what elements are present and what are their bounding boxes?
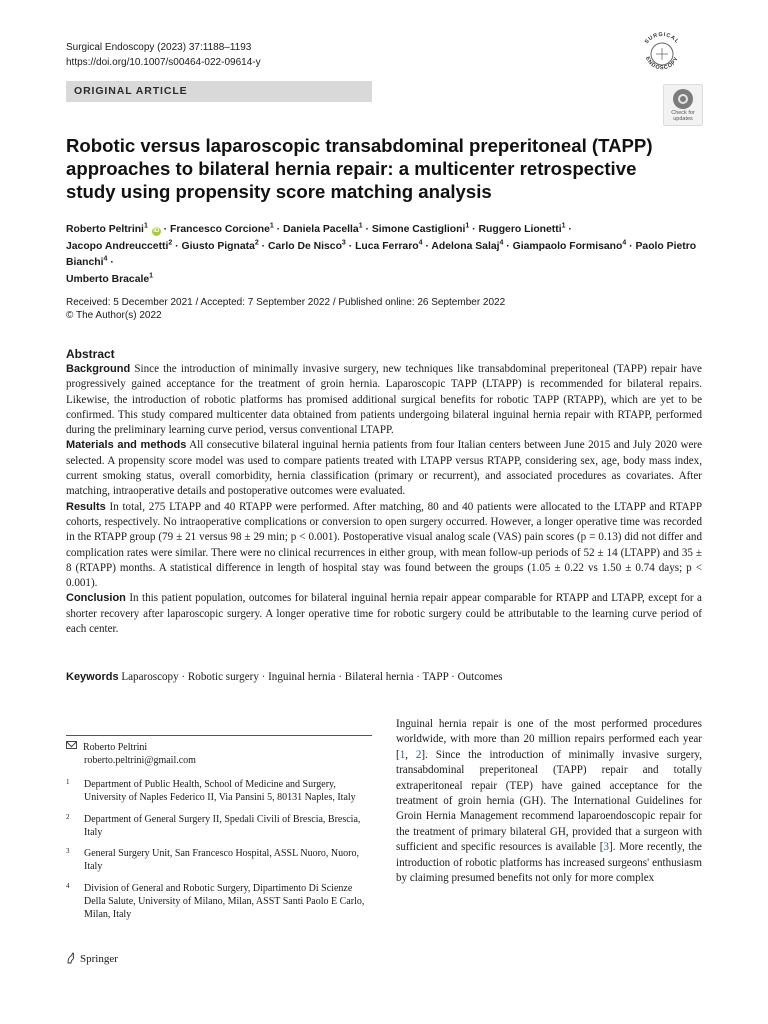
affiliation-item [66, 847, 372, 874]
section-label: Conclusion [66, 592, 126, 605]
introduction-text [396, 717, 702, 886]
article-type-band: ORIGINAL ARTICLE [66, 81, 372, 102]
check-updates-line2: updates [673, 116, 693, 122]
author-name[interactable]: Luca Ferraro [355, 240, 419, 252]
intro-part: ]. More recently, the introduction of robotic platforms has increased surgeons' enthusiasm by claiming presumed benefits not only for more complex [396, 841, 702, 885]
affiliation-item [66, 882, 372, 922]
abstract-heading: Abstract [66, 347, 115, 361]
journal-header [66, 40, 261, 70]
affiliations [66, 778, 372, 930]
abstract [66, 346, 702, 637]
author-affiliation-number: 4 [103, 255, 108, 263]
citation-link[interactable]: 3 [603, 841, 610, 854]
publication-dates [66, 296, 505, 322]
intro-part: Inguinal hernia repair is one of the most performed procedures worldwide, with more than 20 million repairs performed each year [ [396, 718, 702, 761]
intro-part: ]. Since the introduction of minimally invasive surgery, transabdominal preperitoneal (TAPP) repair and totally extraperitoneal repair (TEP) have gained acceptance for the treatment of groin hernia (GH). The International Guidelines for Groin Hernia Management recommend laparoendoscopic repair for the treatment of primary bilateral GH, provided that a surgeon with sufficient and specific resources is available [ [396, 748, 703, 854]
author-name[interactable]: Ruggero Lionetti [478, 224, 562, 235]
publisher-name: Springer [80, 953, 118, 965]
author-affiliation-number: 1 [269, 222, 274, 230]
keywords-text: Laparoscopy · Robotic surgery · Inguinal hernia · Bilateral hernia · TAPP · Outcomes [121, 671, 503, 683]
affiliation-item [66, 813, 372, 840]
article-title: Robotic versus laparoscopic transabdominal preperitoneal (TAPP) approaches to bilateral hernia repair: a multicenter retrospective study using propensity score matching analysis [66, 135, 653, 202]
affiliation-number: 3 [66, 847, 70, 856]
section-text: In total, 275 LTAPP and 40 RTAPP were performed. After matching, 80 and 40 patients were allocated to the LTAPP and RTAPP cohorts, respectively. No intraoperative complications or conversion to open surgery occurred. However, a longer operative time was recorded in the RTAPP group (79 ± 21 versus 98 ± 29 min; p < 0.001). Postoperative visual analog scale (VAS) pain scores (p = 0.13) did not differ and complication rates were similar. There were no clinical recurrences in either group, with mean follow-up periods of 52 ± 14 (LTAPP) and 35 ± 8 (RTAPP) months. A statistical difference in length of hospital stay was found between the groups (1.05 ± 0.22 vs 1.50 ± 0.74 days; p < 0.001). [66, 500, 702, 590]
author-name[interactable]: Umberto Bracale [66, 273, 150, 285]
author-list: Roberto Peltrini$^1$ iD · Francesco Corcione$^1$ · Daniela Pacella$^1$ · Simone Castiglioni$^1$ · Ruggero Lionetti$^1$ · Jacopo Andreuccetti$^2$ · Giusto Pignata$^2$ · Carlo De Nisco$^3$ · Luca Ferraro$^4$ · Adelona Salaj$^4$ · Giampaolo Formisano$^4$ · Paolo Pietro Bianchi$^4$ · Umberto Bracale$^1$ [66, 222, 697, 285]
author-name[interactable]: Francesco Corcione [169, 224, 270, 235]
corresponding-author: Roberto Peltrini [83, 742, 148, 753]
copyright: © The Author(s) 2022 [66, 310, 162, 321]
update-icon [673, 89, 693, 109]
author-name[interactable]: Giusto Pignata [181, 240, 255, 252]
author-affiliation-number: 4 [499, 239, 504, 247]
author-affiliation-number: 3 [341, 239, 346, 247]
section-label: Materials and methods [66, 439, 187, 452]
abstract-conclusion [66, 591, 702, 637]
footnote-divider [66, 735, 372, 736]
author-affiliation-number: 1 [465, 222, 470, 230]
svg-text:SURGICAL: SURGICAL [643, 31, 681, 46]
section-label: Results [66, 500, 106, 513]
author-name[interactable]: Adelona Salaj [431, 240, 500, 252]
affiliation-item [66, 778, 372, 805]
affiliation-number: 2 [66, 812, 70, 821]
affiliation-number: 4 [66, 881, 70, 890]
author-affiliation-number: 4 [418, 239, 423, 247]
keywords [66, 670, 503, 685]
author-affiliation-number: 1 [143, 222, 148, 230]
affiliation-text: Division of General and Robotic Surgery, Dipartimento Di Scienze Della Salute, University of Milano, Milan, ASST Santi Paolo E Carlo, Milan, Italy [84, 882, 365, 921]
author-affiliation-number: 1 [149, 272, 154, 280]
author-name[interactable]: Simone Castiglioni [371, 224, 466, 235]
section-label: Background [66, 363, 131, 375]
affiliation-text: Department of General Surgery II, Spedali Civili of Brescia, Brescia, Italy [84, 813, 361, 838]
check-updates-line1: Check for [671, 110, 695, 116]
author-affiliation-number: 2 [168, 239, 173, 247]
section-text: Since the introduction of minimally invasive surgery, new techniques like transabdominal preperitoneal (TAPP) repair have progressively gained acceptance for the treatment of groin hernia. Laparoscopic TAPP (LTAPP) is recommended for bilateral repairs. Likewise, the introduction of robotic platforms has promised additional surgical benefits for robotic TAPP (RTAPP), which are yet to be confirmed. This study compared multicenter data obtained from patients undergoing bilateral inguinal hernia repair with RTAPP, performed during the preliminary learning curve period, versus conventional LTAPP. [66, 363, 702, 437]
section-text: All consecutive bilateral inguinal hernia patients from four Italian centers between June 2015 and July 2020 were selected. A propensity score model was used to compare patients treated with LTAPP versus RTAPP, considering sex, age, body mass index, current smoking status, overall comorbidity, hernia classification (primary or recurrent), and associated procedures as covariates. After matching, intraoperative details and postoperative outcomes were evaluated. [66, 439, 702, 498]
affiliation-number: 1 [66, 778, 70, 786]
affiliation-text: Department of Public Health, School of Medicine and Surgery, University of Naples Federico II, Via Pansini 5, 80131 Naples, Italy [84, 779, 356, 804]
author-affiliation-number: 2 [254, 239, 259, 247]
keywords-label: Keywords [66, 671, 119, 683]
envelope-icon [66, 741, 77, 749]
author-affiliation-number: 1 [358, 222, 363, 230]
publisher-footer [66, 952, 118, 966]
abstract-methods [66, 438, 702, 499]
citation-link[interactable]: 2 [415, 748, 422, 761]
abstract-background [66, 362, 702, 438]
author-name[interactable]: Roberto Peltrini [66, 224, 144, 235]
author-name[interactable]: Daniela Pacella [283, 224, 359, 235]
corresponding-email[interactable]: roberto.peltrini@gmail.com [84, 755, 196, 766]
author-name[interactable]: Giampaolo Formisano [512, 240, 623, 252]
journal-citation: Surgical Endoscopy (2023) 37:1188–1193 [66, 42, 252, 53]
orcid-icon[interactable]: iD [153, 228, 160, 234]
date-history: Received: 5 December 2021 / Accepted: 7 September 2022 / Published online: 26 September 2022 [66, 297, 506, 308]
section-text: In this patient population, outcomes for bilateral inguinal hernia repair appear comparable for RTAPP and LTAPP, except for a shorter recovery after laparoscopic surgery. A longer operative time for robotic surgery could be attributable to the learning curve period of each center. [66, 592, 702, 636]
abstract-results [66, 500, 702, 592]
citation-link[interactable]: 1 [399, 748, 406, 761]
check-for-updates-badge[interactable] [663, 84, 703, 126]
journal-logo [636, 28, 688, 80]
svg-text:ENDOSCOPY: ENDOSCOPY [643, 55, 681, 72]
springer-horse-icon [66, 952, 76, 964]
author-affiliation-number: 1 [561, 222, 566, 230]
doi-link[interactable]: https://doi.org/10.1007/s00464-022-09614-y [66, 57, 261, 68]
author-name[interactable]: Paolo Pietro Bianchi [66, 240, 697, 268]
author-name[interactable]: Jacopo Andreuccetti [66, 240, 169, 252]
author-affiliation-number: 4 [622, 239, 627, 247]
correspondence [66, 741, 196, 767]
affiliation-text: General Surgery Unit, San Francesco Hospital, ASSL Nuoro, Nuoro, Italy [84, 848, 359, 873]
intro-sep: , [405, 748, 416, 761]
author-name[interactable]: Carlo De Nisco [268, 240, 342, 252]
